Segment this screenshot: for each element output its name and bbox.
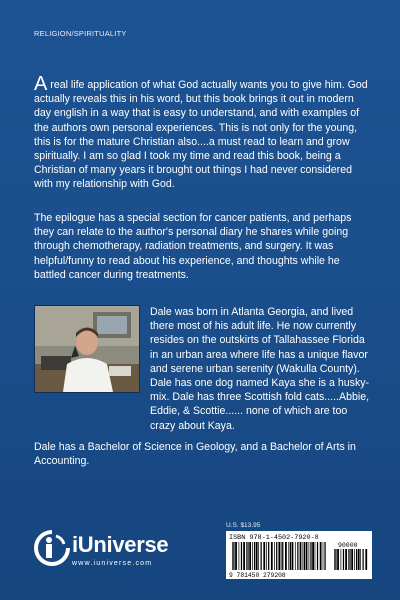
epilogue-paragraph: The epilogue has a special section for cancer patients, and perhaps they can relate to the author's personal diary he shares while going through chemotherapy, radiation treatments, and surgery. It was helpful/funny to read about his experience, and thoughts while he battled cancer during treatments. bbox=[34, 212, 352, 281]
author-photo bbox=[34, 305, 140, 393]
publisher-url: www.iuniverse.com bbox=[72, 560, 153, 567]
barcode-bar bbox=[292, 542, 294, 570]
review-paragraph bbox=[34, 73, 372, 192]
barcode-bar bbox=[243, 542, 245, 570]
barcode-bar bbox=[312, 542, 314, 570]
barcode-bar bbox=[335, 549, 336, 570]
barcode-bar bbox=[300, 542, 302, 570]
barcode-bar bbox=[232, 542, 233, 570]
drop-cap: A bbox=[34, 73, 48, 95]
barcode-bar bbox=[360, 549, 361, 570]
barcode-bar bbox=[252, 542, 253, 570]
barcode-bar bbox=[309, 542, 310, 570]
barcode-bar bbox=[356, 549, 357, 570]
barcode-bar bbox=[263, 542, 265, 570]
barcode-bar bbox=[233, 542, 234, 570]
price-label: U.S. $13.95 bbox=[226, 522, 261, 529]
author-bio-education: Dale has a Bachelor of Science in Geology, and a Bachelor of Arts in Accounting. bbox=[34, 441, 356, 468]
barcode-bar bbox=[320, 542, 322, 570]
barcode-bar bbox=[354, 549, 355, 570]
barcode-bar bbox=[306, 542, 308, 570]
barcode-number: 9 781450 279208 bbox=[229, 572, 286, 579]
barcode-bar bbox=[247, 542, 248, 570]
barcode-bar bbox=[256, 542, 258, 570]
author-bio-pets: Dale has one dog named Kaya she is a husky-mix. Dale has three Scottish fold cats.....Abbie, Eddie, & Scottie...... none of which are too crazy about Kaya. bbox=[150, 377, 370, 432]
barcode-bar bbox=[345, 549, 347, 570]
barcode-bar bbox=[282, 542, 283, 570]
review-text: real life application of what God actually wants you to give him. God actually reveals this in his word, but this book brings it out in modern day english in a way that is easy to understand, and with examples of the authors own personal experiences. This is not only for the young, this is for the mature Christian also....a must read to learn and grow spiritually. I am so glad I took my time and read this book, being a Christian of many years it brought out things I had never considered with my relationship with God. bbox=[34, 79, 368, 191]
barcode-bar bbox=[324, 542, 325, 570]
barcode-price-code: 90000 bbox=[338, 542, 358, 549]
barcode-bar bbox=[276, 542, 277, 570]
barcode-bar bbox=[261, 542, 262, 570]
barcode-bar bbox=[317, 542, 318, 570]
barcode-bar bbox=[274, 542, 275, 570]
barcode-bars-main bbox=[232, 542, 326, 570]
barcode-bar bbox=[258, 542, 259, 570]
barcode-bar bbox=[268, 542, 269, 570]
barcode-bar bbox=[241, 542, 242, 570]
barcode-bar bbox=[348, 549, 349, 570]
barcode-bar bbox=[310, 542, 311, 570]
category-label: RELIGION/SPIRITUALITY bbox=[34, 29, 127, 38]
barcode-bar bbox=[235, 542, 237, 570]
barcode-bar bbox=[349, 549, 350, 570]
barcode-bar bbox=[285, 542, 287, 570]
barcode-bar bbox=[303, 542, 304, 570]
barcode-bar bbox=[288, 542, 289, 570]
isbn-barcode bbox=[226, 531, 372, 579]
isbn-text: ISBN 978-1-4502-7920-8 bbox=[229, 534, 319, 542]
barcode-bar bbox=[278, 542, 280, 570]
publisher-name: iUniverse bbox=[72, 532, 169, 557]
barcode-bar bbox=[343, 549, 344, 570]
barcode-bar bbox=[337, 549, 339, 570]
iuniverse-logo-icon bbox=[34, 530, 70, 566]
barcode-bar bbox=[363, 549, 364, 570]
barcode-bar bbox=[334, 549, 335, 570]
barcode-bar bbox=[281, 542, 282, 570]
barcode-bar bbox=[266, 542, 267, 570]
barcode-bar bbox=[249, 542, 251, 570]
barcode-bar bbox=[304, 542, 305, 570]
barcode-bar bbox=[341, 549, 342, 570]
barcode-bar bbox=[290, 542, 291, 570]
barcode-bar bbox=[254, 542, 255, 570]
barcode-bar bbox=[315, 542, 316, 570]
barcode-bar bbox=[246, 542, 247, 570]
barcode-bar bbox=[271, 542, 273, 570]
barcode-bars-addon bbox=[334, 549, 367, 570]
barcode-bar bbox=[239, 542, 240, 570]
barcode-bar bbox=[351, 549, 353, 570]
barcode-bar bbox=[365, 549, 367, 570]
barcode-bar bbox=[323, 542, 324, 570]
author-bio-birthplace: Dale was born in Atlanta Georgia, and lived there most of his adult life. He now currently resides on the outskirts of Tallahassee Florida in an urban area where life has a unique flavor and serene urban serenity (Wakulla County). bbox=[150, 306, 368, 375]
barcode-bar bbox=[295, 542, 296, 570]
barcode-bar bbox=[358, 549, 360, 570]
publisher-logo bbox=[34, 528, 204, 578]
barcode-bar bbox=[297, 542, 298, 570]
